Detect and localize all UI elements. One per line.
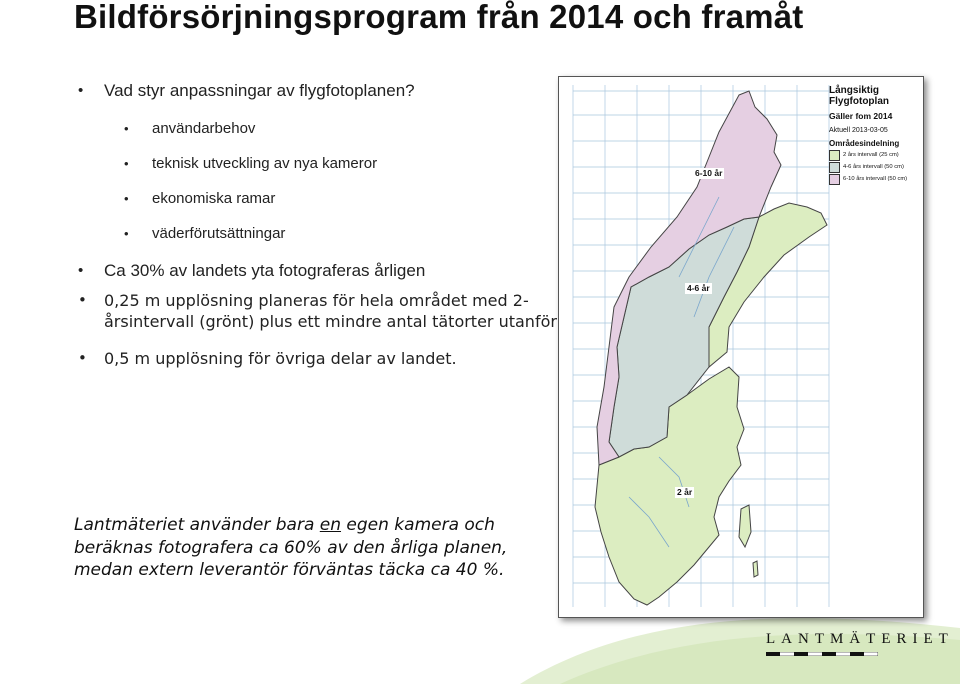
legend-label-6-10yr: 6-10 års intervall (50 cm): [843, 176, 908, 182]
page-title: Bildförsörjningsprogram från 2014 och framåt: [74, 0, 804, 35]
bullet-list: [78, 80, 558, 369]
footer-note: [74, 514, 554, 582]
bullet-question: • Vad styr anpassningar av flygfotoplanen?: [78, 80, 558, 101]
bullet-resolution-025: • 0,25 m upplösning planeras för hela området med 2-årsintervall (grönt) plus ett mindre antal tätorter utanför: [78, 290, 558, 332]
legend-swatch-gray: [829, 162, 840, 173]
legend-swatch-pink: [829, 174, 840, 185]
sub-bullet-users: • användarbehov: [78, 119, 558, 138]
legend-heading: Områdesindelning: [829, 139, 900, 148]
legend-row-2yr: [829, 150, 921, 161]
map-legend: [829, 85, 921, 185]
bullet-resolution-05: • 0,5 m upplösning för övriga delar av landet.: [78, 348, 558, 369]
zone-label-2: 2 år: [677, 487, 693, 497]
sub-bullet-tech: • teknisk utveckling av nya kameror: [78, 154, 558, 173]
lantmateriet-logo: [766, 631, 954, 648]
legend-swatch-green: [829, 150, 840, 161]
legend-valid: Gäller fom 2014: [829, 111, 893, 121]
legend-title-2: Flygfotoplan: [829, 96, 889, 107]
legend-updated: Aktuell 2013-03-05: [829, 127, 888, 134]
legend-title-1: Långsiktig: [829, 85, 880, 96]
zone-label-6-10: 6-10 år: [695, 168, 723, 178]
logo-text: LANTMÄTERIET: [766, 631, 954, 647]
legend-label-2yr: 2 års intervall (25 cm): [843, 152, 899, 158]
sweden-map-figure: [558, 76, 924, 618]
bullet-percent: • Ca 30% av landets yta fotograferas årligen: [78, 260, 558, 281]
zone-label-4-6: 4-6 år: [687, 283, 710, 293]
legend-row-6-10yr: [829, 174, 921, 185]
footer-underlined: en: [319, 515, 342, 535]
sub-bullet-economy: • ekonomiska ramar: [78, 189, 558, 208]
footer-post: egen kamera och beräknas fotografera ca 60% av den årliga planen, medan extern leverantör förväntas täcka ca 40 %.: [74, 515, 508, 580]
sub-bullet-weather: • väderförutsättningar: [78, 224, 558, 243]
legend-row-4-6yr: [829, 162, 921, 173]
legend-label-4-6yr: 4-6 års intervall (50 cm): [843, 164, 904, 170]
footer-pre: Lantmäteriet använder bara: [74, 515, 320, 535]
logo-ruler-icon: [766, 652, 878, 656]
